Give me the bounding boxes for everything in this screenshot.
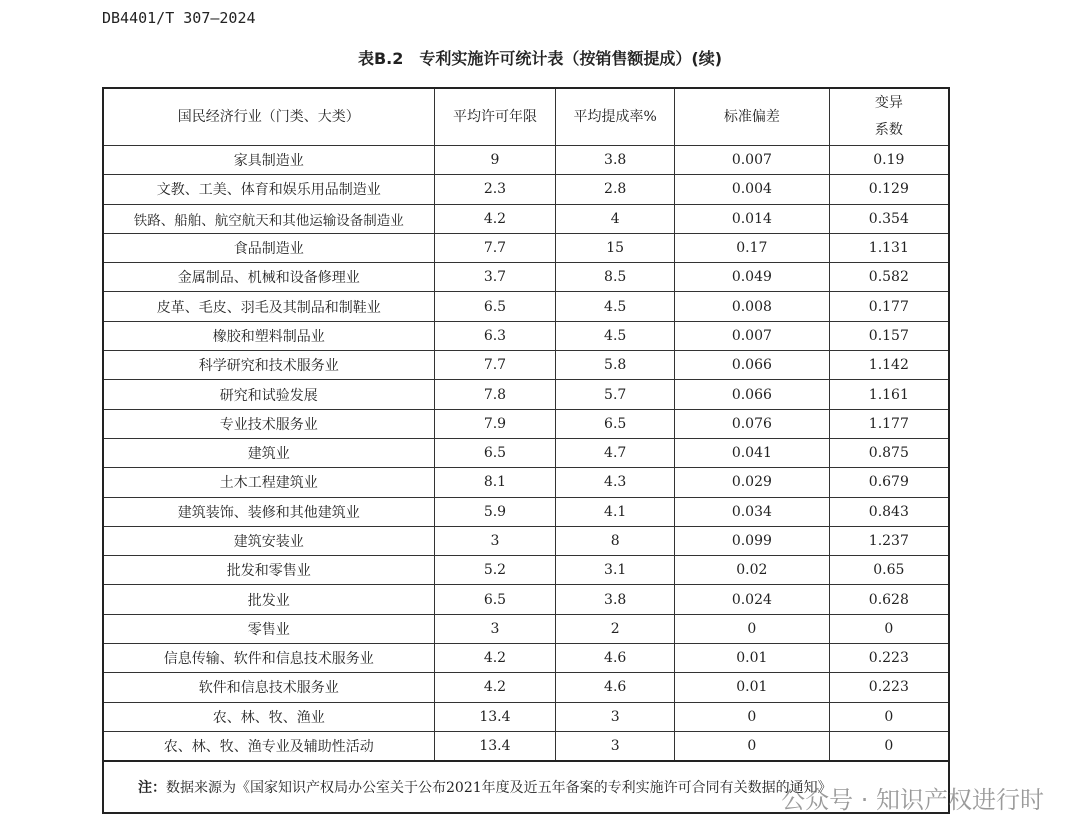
cell-rate: 4.5 [556,321,675,350]
cell-rate: 3.8 [556,585,675,614]
table-row [103,204,949,233]
cell-cv: 0.223 [829,644,949,673]
cell-rate: 4.6 [556,673,675,702]
header-rate: 平均提成率% [556,88,675,146]
cell-years: 7.7 [434,233,556,262]
cell-industry: 建筑业 [103,438,434,467]
cell-rate: 4.1 [556,497,675,526]
table-row [103,702,949,731]
cell-stddev: 0.029 [675,468,830,497]
cell-stddev: 0.008 [675,292,830,321]
cell-rate: 2 [556,614,675,643]
cell-stddev: 0.024 [675,585,830,614]
cell-industry: 家具制造业 [103,146,434,175]
table-row [103,731,949,761]
cell-years: 7.8 [434,380,556,409]
cell-industry: 农、林、牧、渔专业及辅助性活动 [103,731,434,761]
header-years: 平均许可年限 [434,88,556,146]
cell-rate: 3 [556,731,675,761]
cell-industry: 专业技术服务业 [103,409,434,438]
cell-rate: 6.5 [556,409,675,438]
cell-industry: 皮革、毛皮、羽毛及其制品和制鞋业 [103,292,434,321]
table-row [103,263,949,292]
table-row [103,292,949,321]
cell-industry: 零售业 [103,614,434,643]
cell-rate: 3 [556,702,675,731]
cell-rate: 4.7 [556,438,675,467]
cell-industry: 食品制造业 [103,233,434,262]
cell-rate: 4.3 [556,468,675,497]
cell-years: 8.1 [434,468,556,497]
table-row [103,673,949,702]
cell-years: 3 [434,526,556,555]
table-row [103,409,949,438]
cell-years: 4.2 [434,644,556,673]
cell-industry: 金属制品、机械和设备修理业 [103,263,434,292]
cell-stddev: 0.034 [675,497,830,526]
cell-rate: 3.1 [556,556,675,585]
cell-industry: 批发和零售业 [103,556,434,585]
cell-years: 13.4 [434,731,556,761]
cell-industry: 批发业 [103,585,434,614]
note-text: 数据来源为《国家知识产权局办公室关于公布2021年度及近五年备案的专利实施许可合同有关数据的通知》 [166,780,832,797]
cell-stddev: 0.17 [675,233,830,262]
cell-rate: 4 [556,204,675,233]
cell-years: 9 [434,146,556,175]
cell-stddev: 0 [675,702,830,731]
cell-stddev: 0.01 [675,673,830,702]
cell-stddev: 0.004 [675,175,830,204]
document-id: DB4401/T 307—2024 [102,9,256,27]
cell-rate: 4.5 [556,292,675,321]
table-row [103,233,949,262]
cell-years: 5.9 [434,497,556,526]
table-row [103,644,949,673]
cell-cv: 0.679 [829,468,949,497]
cell-years: 4.2 [434,204,556,233]
cell-years: 6.5 [434,292,556,321]
cell-rate: 2.8 [556,175,675,204]
cell-stddev: 0.041 [675,438,830,467]
table-row [103,614,949,643]
table-row [103,468,949,497]
cell-cv: 0.354 [829,204,949,233]
cell-industry: 文教、工美、体育和娱乐用品制造业 [103,175,434,204]
cell-cv: 0.177 [829,292,949,321]
cell-years: 3 [434,614,556,643]
cell-stddev: 0.02 [675,556,830,585]
cell-industry: 信息传输、软件和信息技术服务业 [103,644,434,673]
table-row [103,146,949,175]
cell-rate: 4.6 [556,644,675,673]
cell-years: 4.2 [434,673,556,702]
cell-stddev: 0.01 [675,644,830,673]
cell-cv: 1.237 [829,526,949,555]
cell-stddev: 0 [675,731,830,761]
cell-cv: 0.129 [829,175,949,204]
cell-cv: 1.142 [829,351,949,380]
cell-rate: 3.8 [556,146,675,175]
cell-cv: 0.65 [829,556,949,585]
cell-stddev: 0.099 [675,526,830,555]
cell-industry: 橡胶和塑料制品业 [103,321,434,350]
header-stddev: 标准偏差 [675,88,830,146]
cell-stddev: 0.014 [675,204,830,233]
cell-industry: 农、林、牧、渔业 [103,702,434,731]
table-row [103,526,949,555]
table-row [103,175,949,204]
cell-cv: 0.19 [829,146,949,175]
cell-years: 6.5 [434,585,556,614]
cell-stddev: 0 [675,614,830,643]
cell-rate: 8 [556,526,675,555]
cell-cv: 0 [829,614,949,643]
cell-stddev: 0.066 [675,351,830,380]
cell-years: 2.3 [434,175,556,204]
header-industry: 国民经济行业（门类、大类） [103,88,434,146]
table-row [103,497,949,526]
cell-rate: 15 [556,233,675,262]
cell-industry: 建筑装饰、装修和其他建筑业 [103,497,434,526]
cell-cv: 0.875 [829,438,949,467]
header-row [103,88,949,146]
note-label: 注： [138,780,166,797]
cell-cv: 1.161 [829,380,949,409]
cell-years: 6.5 [434,438,556,467]
cell-cv: 1.131 [829,233,949,262]
cell-stddev: 0.007 [675,321,830,350]
table-title: 表B.2 专利实施许可统计表（按销售额提成）(续) [357,49,723,68]
cell-cv: 0.582 [829,263,949,292]
table-row [103,556,949,585]
cell-industry: 土木工程建筑业 [103,468,434,497]
statistics-table [102,87,950,814]
cell-years: 7.7 [434,351,556,380]
cell-cv: 0.628 [829,585,949,614]
table-row [103,351,949,380]
cell-industry: 铁路、船舶、航空航天和其他运输设备制造业 [103,204,434,233]
cell-cv: 1.177 [829,409,949,438]
cell-industry: 科学研究和技术服务业 [103,351,434,380]
cell-industry: 研究和试验发展 [103,380,434,409]
cell-years: 7.9 [434,409,556,438]
cell-stddev: 0.076 [675,409,830,438]
table-row [103,438,949,467]
cell-years: 5.2 [434,556,556,585]
cell-cv: 0.843 [829,497,949,526]
cell-cv: 0.223 [829,673,949,702]
cell-years: 13.4 [434,702,556,731]
header-cv [829,88,949,146]
cell-cv: 0 [829,731,949,761]
cell-years: 6.3 [434,321,556,350]
watermark: 公众号 · 知识产权进行时 [781,786,1044,814]
cell-rate: 5.7 [556,380,675,409]
table-row [103,321,949,350]
cell-cv: 0 [829,702,949,731]
cell-years: 3.7 [434,263,556,292]
cell-stddev: 0.007 [675,146,830,175]
cell-rate: 5.8 [556,351,675,380]
cell-rate: 8.5 [556,263,675,292]
table-row [103,585,949,614]
cell-industry: 软件和信息技术服务业 [103,673,434,702]
cell-cv: 0.157 [829,321,949,350]
table-row [103,380,949,409]
cell-industry: 建筑安装业 [103,526,434,555]
cell-stddev: 0.066 [675,380,830,409]
header-cv-text: 变异系数 [874,95,903,138]
cell-stddev: 0.049 [675,263,830,292]
